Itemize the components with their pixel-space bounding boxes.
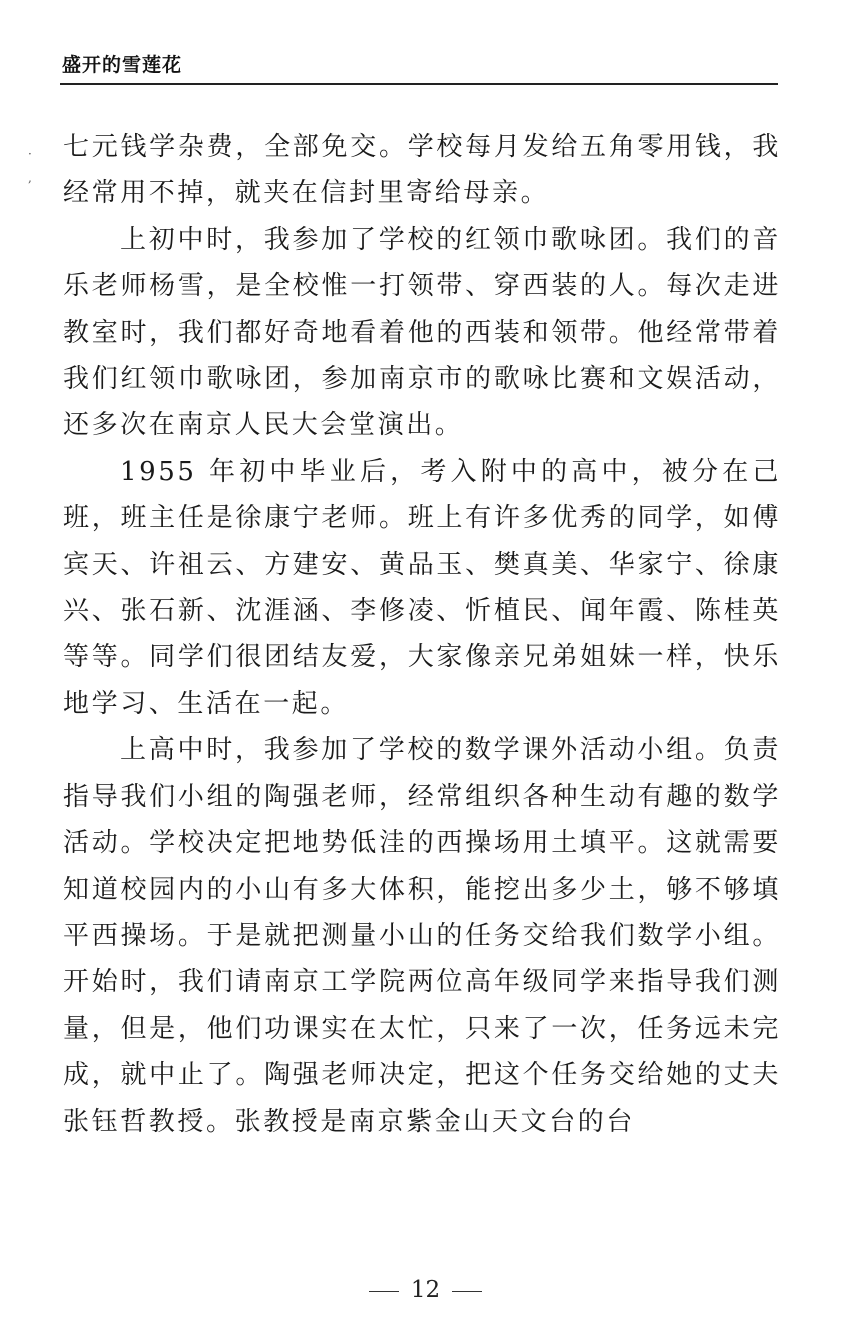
margin-speck: ·	[28, 147, 32, 161]
paragraph-choir: 上初中时，我参加了学校的红领巾歌咏团。我们的音乐老师杨雪，是全校惟一打领带、穿西装的人。每次走进教室时，我们都好奇地看着他的西装和领带。他经常带着我们红领巾歌咏团，参加南京市的歌咏比赛和文娱活动，还多次在南京人民大会堂演出。	[63, 224, 781, 441]
paragraph-math-group: 上高中时，我参加了学校的数学课外活动小组。负责指导我们小组的陶强老师，经常组织各种生动有趣的数学活动。学校决定把地势低洼的西操场用土填平。这就需要知道校园内的小山有多大体积，能挖出多少土，够不够填平西操场。于是就把测量小山的任务交给我们数学小组。开始时，我们请南京工学院两位高年级同学来指导我们测量，但是，他们功课实在太忙，只来了一次，任务远未完成，就中止了。陶强老师决定，把这个任务交给她的丈夫张钰哲教授。张教授是南京紫金山天文台的台	[63, 735, 781, 1137]
header-rule	[60, 83, 778, 85]
page-number	[0, 1277, 851, 1303]
page-number-value: 12	[410, 1277, 441, 1303]
body-text	[63, 124, 781, 1145]
page-number-dash-right	[452, 1291, 482, 1292]
margin-speck: ,	[28, 171, 32, 185]
page-number-dash-left	[369, 1291, 399, 1292]
paragraph-continuation: 七元钱学杂费，全部免交。学校每月发给五角零用钱，我经常用不掉，就夹在信封里寄给母亲。	[63, 132, 781, 209]
paragraph-high-school-class: 1955 年初中毕业后，考入附中的高中，被分在己班，班主任是徐康宁老师。班上有许多优秀的同学，如傅宾天、许祖云、方建安、黄品玉、樊真美、华家宁、徐康兴、张石新、沈涯涵、李修凌、忻植民、闻年霞、陈桂英等等。同学们很团结友爱，大家像亲兄弟姐妹一样，快乐地学习、生活在一起。	[63, 456, 781, 719]
running-header-title: 盛开的雪莲花	[62, 54, 183, 76]
